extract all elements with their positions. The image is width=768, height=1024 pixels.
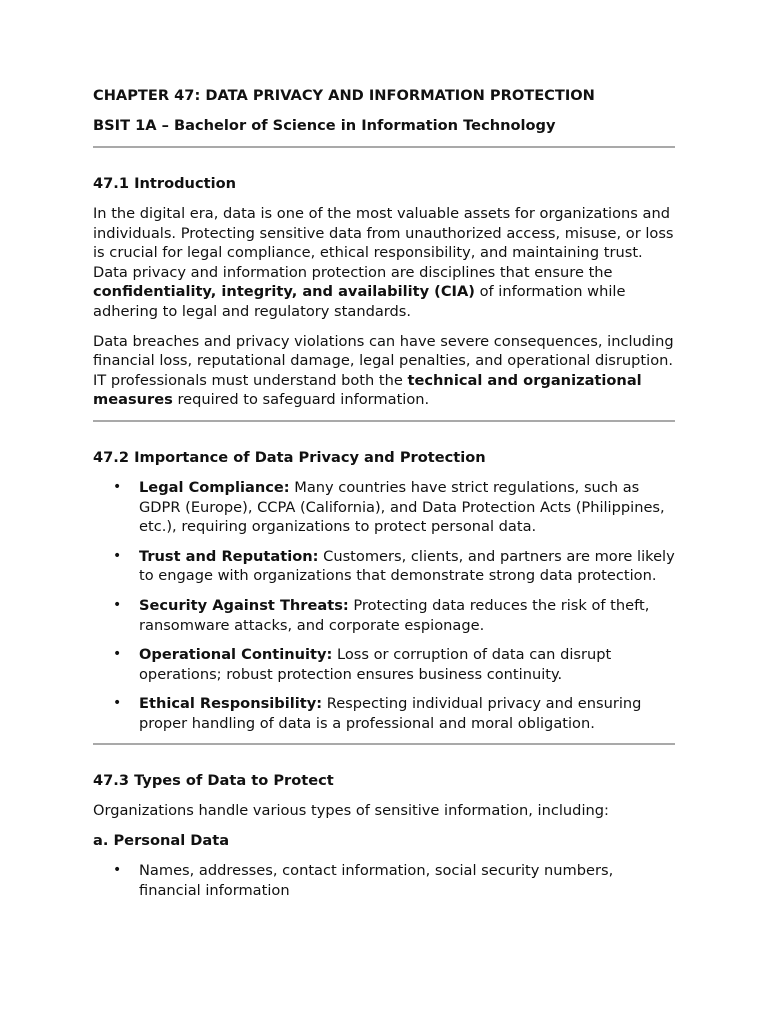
types-intro: Organizations handle various types of sensitive information, including: <box>93 802 609 820</box>
bullet-icon: • <box>113 478 122 495</box>
bullet-icon: • <box>113 547 122 564</box>
section-heading-introduction: 47.1 Introduction <box>93 175 236 192</box>
bullet-icon: • <box>113 862 122 879</box>
importance-list <box>93 478 675 734</box>
list-item: • Operational Continuity: Loss or corruption of data can disrupt operations; robust protection ensures business continuity. <box>113 646 612 683</box>
divider <box>93 743 675 745</box>
program-subtitle: BSIT 1A – Bachelor of Science in Information Technology <box>93 117 556 134</box>
personal-data-list <box>93 861 675 900</box>
intro-paragraph-1: In the digital era, data is one of the most valuable assets for organizations and individuals. Protecting sensitive data from unauthorized access, misuse, or loss is crucial for legal compliance, ethical responsibility, and maintaining trust. Data privacy and information protection are disciplines that ensure the confidentiality, integrity, and availability (CIA) of information while adhering to legal and regulatory standards. <box>93 205 674 320</box>
chapter-title: CHAPTER 47: DATA PRIVACY AND INFORMATION PROTECTION <box>93 87 595 104</box>
list-item: • Security Against Threats: Protecting data reduces the risk of theft, ransomware attacks, and corporate espionage. <box>113 596 650 634</box>
list-item: • Legal Compliance: Many countries have strict regulations, such as GDPR (Europe), CCPA (California), and Data Protection Acts (Philippines, etc.), requiring organizations to protect personal data. <box>113 478 665 536</box>
document-page <box>93 84 675 900</box>
cia-emphasis: confidentiality, integrity, and availability (CIA) <box>93 283 475 301</box>
bullet-icon: • <box>113 695 122 712</box>
intro-paragraph-2: Data breaches and privacy violations can have severe consequences, including financial loss, reputational damage, legal penalties, and operational disruption. IT professionals must understand both the technical and organizational measures required to safeguard information. <box>93 332 674 409</box>
list-item: • Ethical Responsibility: Respecting individual privacy and ensuring proper handling of data is a professional and moral obligation. <box>113 695 642 732</box>
subheading-personal-data: a. Personal Data <box>93 832 230 850</box>
bullet-icon: • <box>113 646 122 663</box>
divider <box>93 146 675 148</box>
measures-emphasis: technical and organizational measures <box>93 371 642 409</box>
divider <box>93 420 675 422</box>
section-heading-types: 47.3 Types of Data to Protect <box>93 772 334 790</box>
section-heading-importance: 47.2 Importance of Data Privacy and Protection <box>93 448 486 466</box>
list-item: • Names, addresses, contact information, social security numbers, financial information <box>113 862 614 899</box>
bullet-icon: • <box>113 596 122 613</box>
list-item: • Trust and Reputation: Customers, clients, and partners are more likely to engage with organizations that demonstrate strong data protection. <box>113 547 675 585</box>
